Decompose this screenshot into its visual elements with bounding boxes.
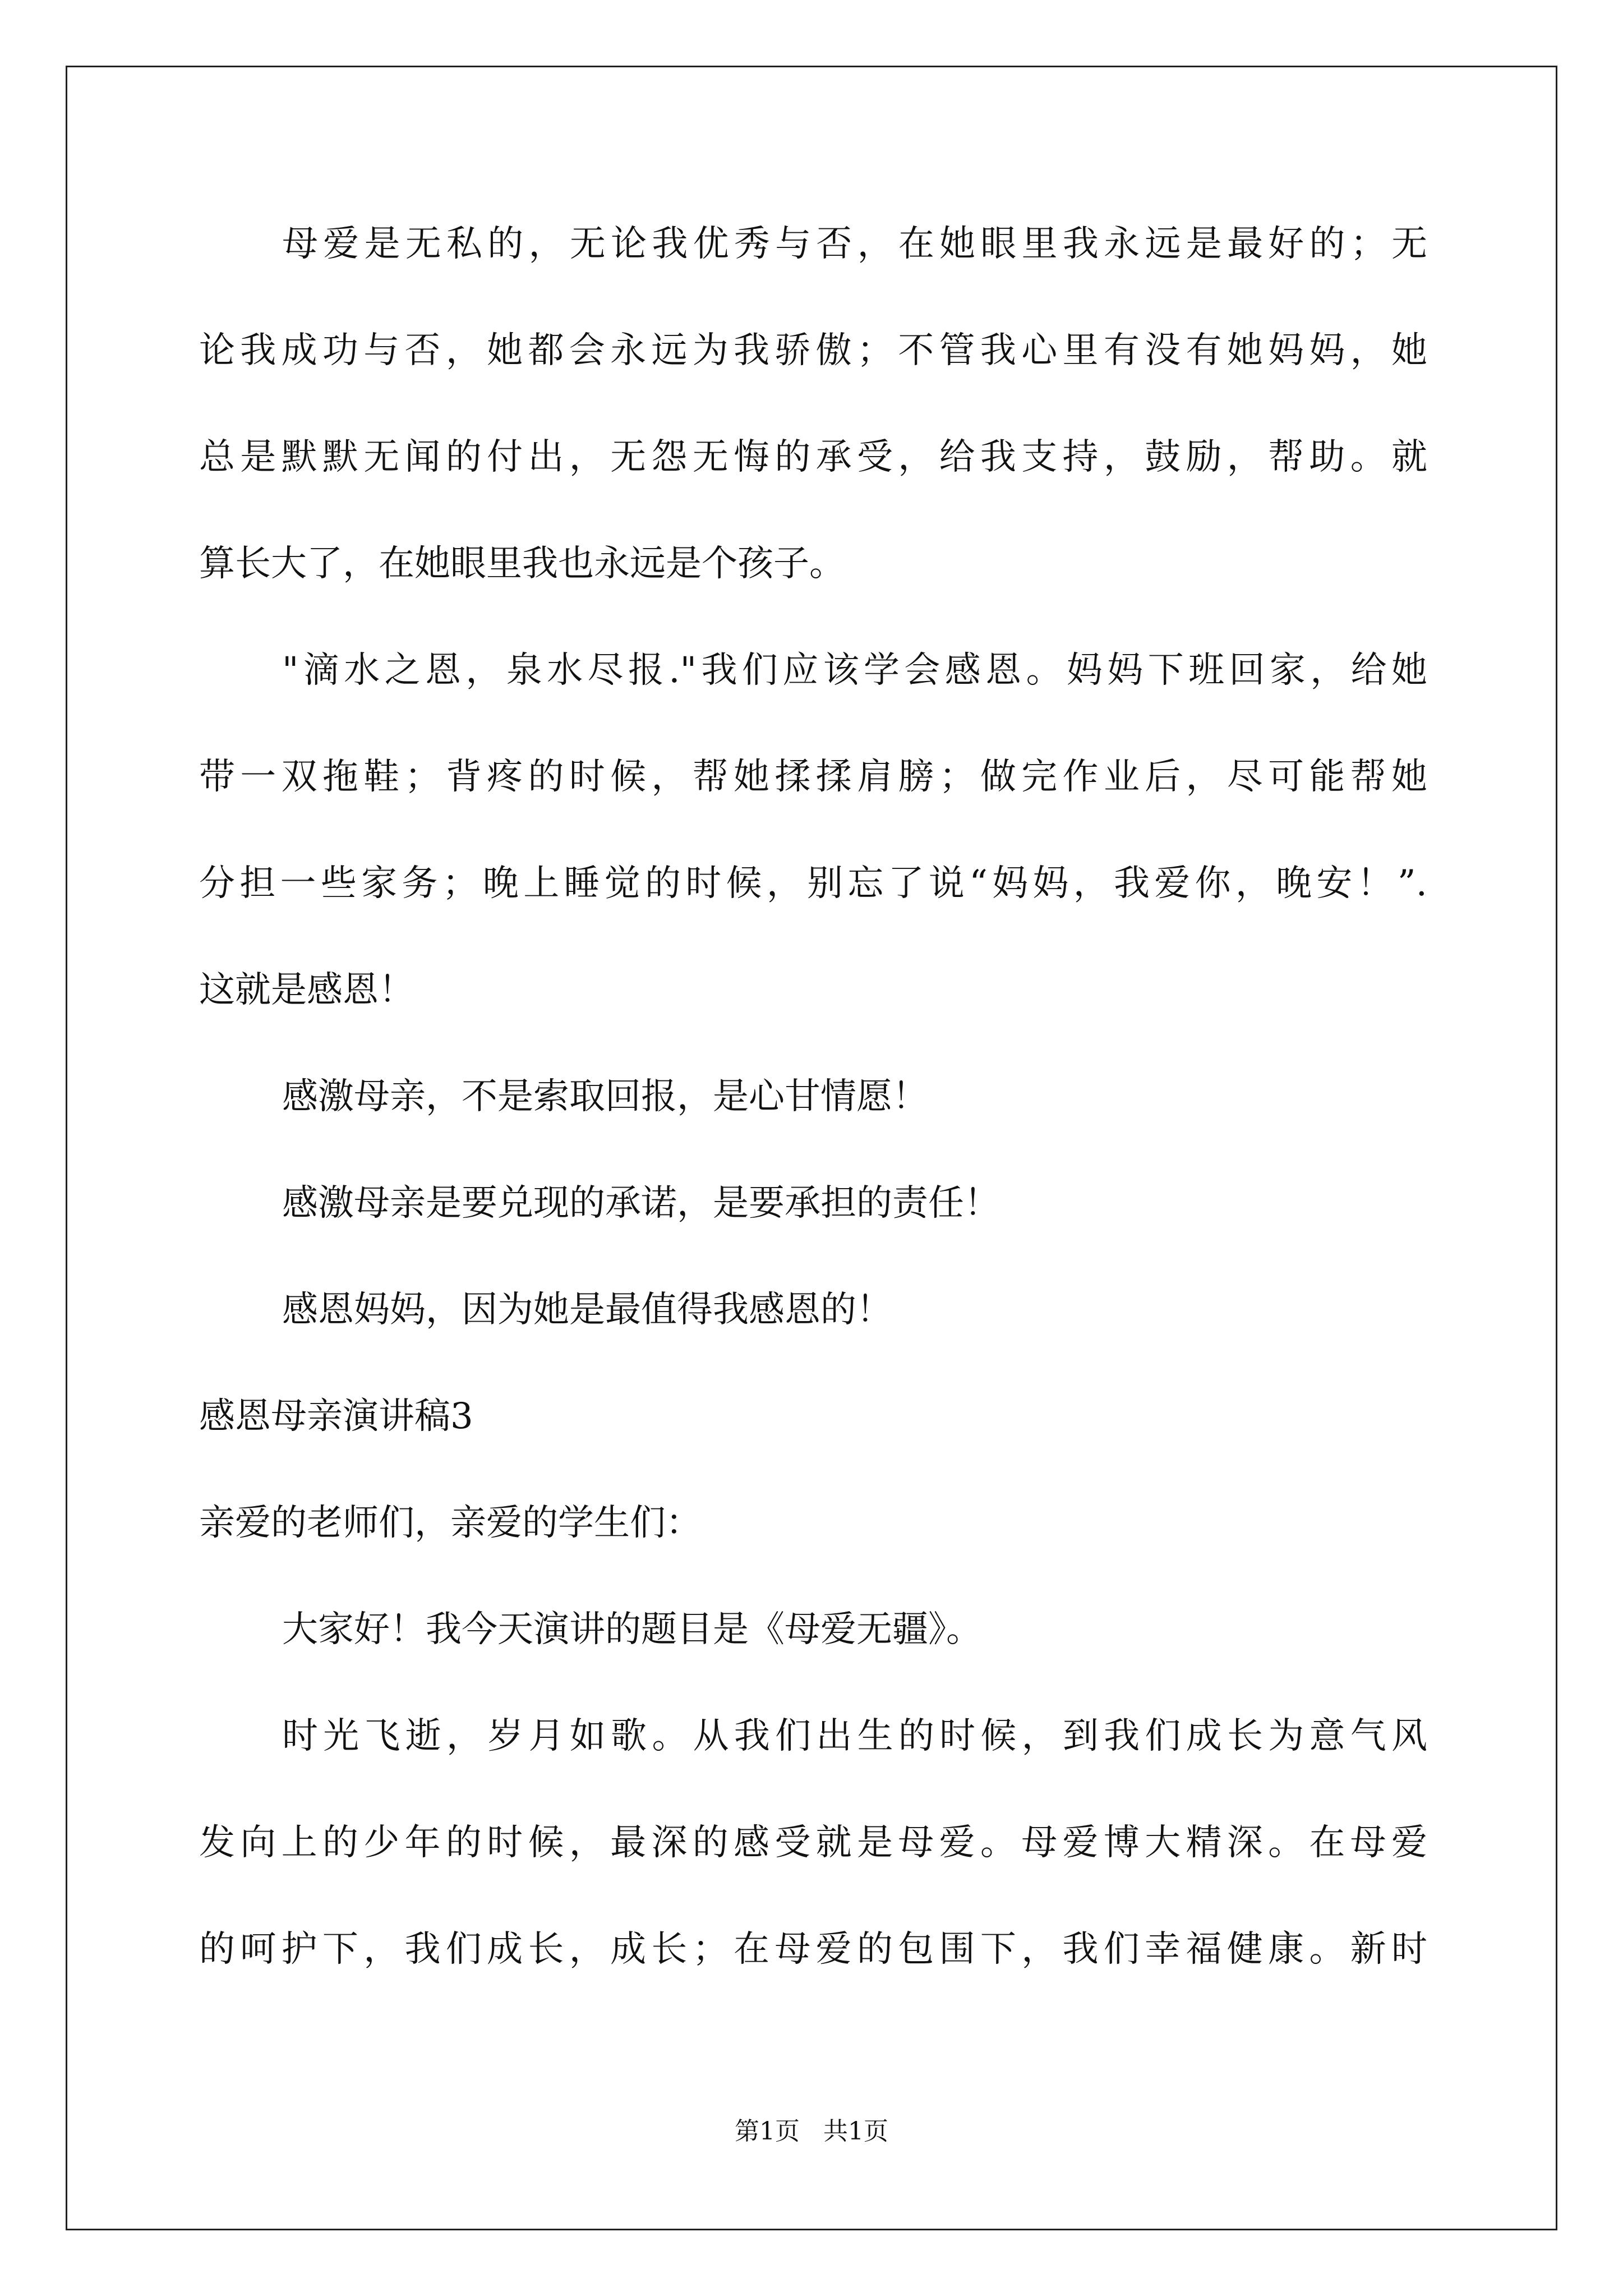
page-total: 共1页	[823, 2117, 888, 2146]
paragraph-line: 的呵护下，我们成长，成长；在母爱的包围下，我们幸福健康。新时	[199, 1929, 1427, 1970]
paragraph-line: "滴水之恩，泉水尽报."我们应该学会感恩。妈妈下班回家，给她	[282, 650, 1427, 691]
paragraph-line: 分担一些家务；晚上睡觉的时候，别忘了说“妈妈，我爱你，晚安！”.	[199, 863, 1427, 904]
paragraph-line: 总是默默无闻的付出，无怨无悔的承受，给我支持，鼓励，帮助。就	[199, 436, 1427, 478]
paragraph-line: 这就是感恩！	[199, 969, 414, 1011]
section-heading: 感恩母亲演讲稿3	[199, 1396, 473, 1437]
paragraph-line: 感恩妈妈，因为她是最值得我感恩的！	[282, 1289, 892, 1331]
paragraph-line: 论我成功与否，她都会永远为我骄傲；不管我心里有没有她妈妈，她	[199, 330, 1427, 371]
page-footer	[0, 2115, 1623, 2148]
paragraph-line: 母爱是无私的，无论我优秀与否，在她眼里我永远是最好的；无	[282, 223, 1427, 265]
paragraph-line: 发向上的少年的时候，最深的感受就是母爱。母爱博大精深。在母爱	[199, 1822, 1427, 1864]
paragraph-line: 算长大了，在她眼里我也永远是个孩子。	[199, 543, 845, 585]
paragraph-line: 时光飞逝，岁月如歌。从我们出生的时候，到我们成长为意气风	[282, 1715, 1427, 1757]
paragraph-line: 大家好！我今天演讲的题目是《母爱无疆》。	[282, 1609, 982, 1650]
page-frame	[66, 66, 1557, 2230]
paragraph-line: 带一双拖鞋；背疼的时候，帮她揉揉肩膀；做完作业后，尽可能帮她	[199, 756, 1427, 798]
paragraph-line: 感激母亲，不是索取回报，是心甘情愿！	[282, 1076, 928, 1117]
page-number: 第1页	[735, 2117, 800, 2146]
paragraph-line: 感激母亲是要兑现的承诺，是要承担的责任！	[282, 1182, 1000, 1224]
salutation: 亲爱的老师们，亲爱的学生们：	[199, 1502, 702, 1544]
